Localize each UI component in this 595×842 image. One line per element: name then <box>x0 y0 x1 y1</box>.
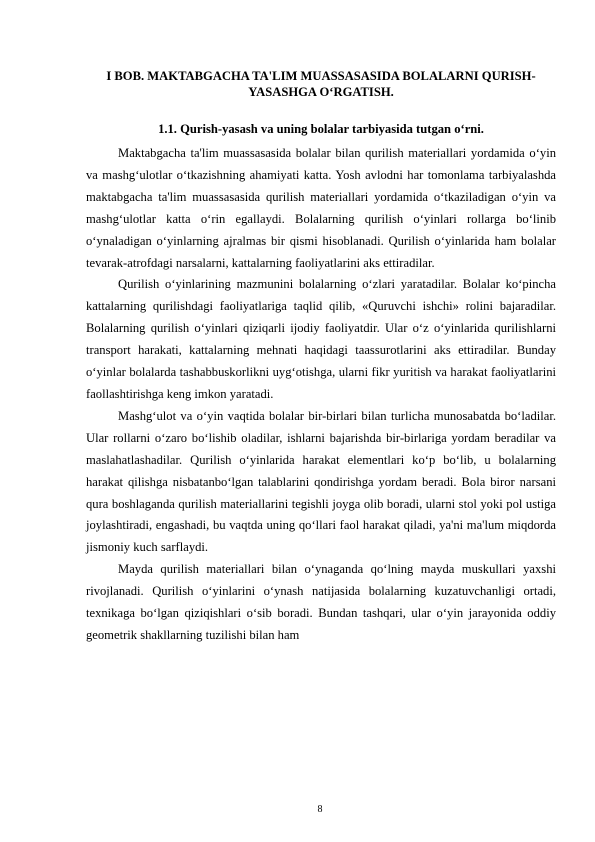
chapter-title: I BOB. MAKTABGACHA TA'LIM MUASSASASIDA BOLALARNI QURISH-YASASHGA O‘RGATISH. <box>106 69 536 99</box>
page-number: 8 <box>317 804 323 815</box>
section-title: 1.1. Qurish-yasash va uning bolalar tarbiyasida tutgan o‘rni. <box>158 122 484 136</box>
body-text <box>86 143 556 647</box>
paragraph: Mayda qurilish materiallari bilan o‘ynaganda qo‘lning mayda muskullari yaxshi rivojlanadi. Qurilish o‘yinlarini o‘ynash natijasida bolalarning kuzatuvchanligi ortadi, texnikaga bo‘lgan qiziqishlari o‘sib boradi. Bundan tashqari, ular o‘yin jarayonida oddiy geometrik shakllarning tuzilishi bilan ham <box>86 562 556 642</box>
paragraph: Maktabgacha ta'lim muassasasida bolalar bilan qurilish materiallari yordamida o‘yin va mashg‘ulotlar o‘tkazishning ahamiyati katta. Yosh avlodni har tomonlama tarbiyalashda maktabgacha ta'lim muassasasida qurilish materiallari yordamida o‘tkaziladigan o‘yin va mashg‘ulotlar katta o‘rin egallaydi. Bolalarning qurilish o‘yinlari rollarga bo‘linib o‘ynaladigan o‘yinlarning ajralmas bir qismi hisoblanadi. Qurilish o‘yinlarida ham bolalar tevarak-atrofdagi narsalarni, kattalarning faoliyatlarini aks ettiradilar. <box>86 146 556 270</box>
paragraph: Qurilish o‘yinlarining mazmunini bolalarning o‘zlari yaratadilar. Bolalar ko‘pincha kattalarning qurilishdagi faoliyatlariga taqlid qilib, «Quruvchi ishchi» rolini bajaradilar. Bolalarning qurilish o‘yinlari qiziqarli ijodiy faoliyatdir. Ular o‘z o‘yinlarida qurilishlarni transport harakati, kattalarning mehnati haqidagi taassurotlarini aks ettiradilar. Bunday o‘yinlar bolalarda tashabbuskorlikni uyg‘otishga, ularni fikr yuritish va harakat faoliyatlarini faollashtirishga keng imkon yaratadi. <box>86 277 556 401</box>
paragraph: Mashg‘ulot va o‘yin vaqtida bolalar bir-birlari bilan turlicha munosabatda bo‘ladilar. Ular rollarni o‘zaro bo‘lishib oladilar, ishlarni bajarishda bir-birlariga yordam beradilar va maslahatlashadilar. Qurilish o‘yinlarida harakat elementlari ko‘p bo‘lib, u bolalarning harakat qilishga nisbatanbo‘lgan talablarini qondirishga yordam beradi. Bola biror narsani qura boshlaganda qurilish materiallarini tegishli joyga olib boradi, ularni stol yoki pol ustiga joylashtiradi, engashadi, bu vaqtda uning qo‘llari faol harakat qiladi, ya'ni ma'lum miqdorda jismoniy kuch sarflaydi. <box>86 408 556 555</box>
